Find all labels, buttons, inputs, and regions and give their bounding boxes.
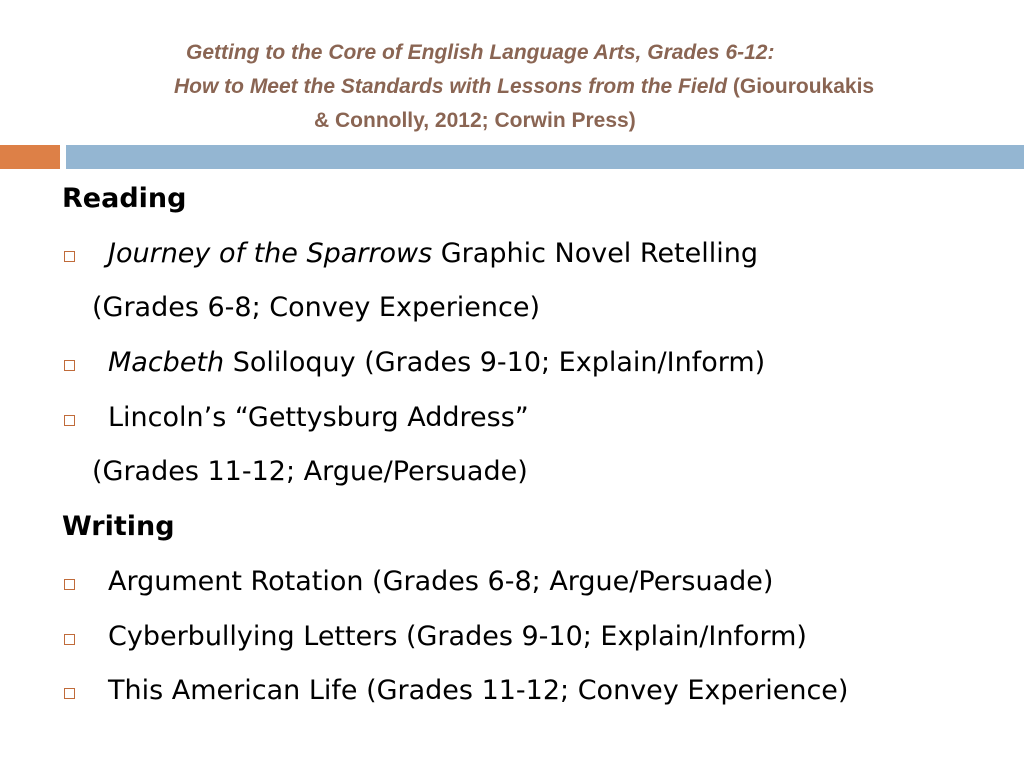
square-bullet-icon — [64, 579, 75, 590]
title-line-2-italic: How to Meet the Standards with Lessons from the Field — [174, 75, 728, 98]
reading-item-3: Lincoln’s “Gettysburg Address” — [108, 402, 529, 433]
square-bullet-icon — [64, 360, 75, 371]
reading-item-1 — [108, 227, 758, 281]
title-line-2 — [174, 70, 874, 104]
title-line-2-rest: (Giouroukakis — [727, 75, 875, 98]
reading-item-3-detail: (Grades 11-12; Argue/Persuade) — [92, 456, 528, 487]
reading-item-2-title: Macbeth — [108, 347, 225, 378]
writing-item-2: Cyberbullying Letters (Grades 9-10; Explain/Inform) — [108, 621, 807, 652]
title-line-1: Getting to the Core of English Language Arts, Grades 6-12: — [186, 41, 775, 64]
writing-heading: Writing — [62, 511, 175, 542]
reading-heading: Reading — [62, 183, 187, 214]
square-bullet-icon — [64, 634, 75, 645]
square-bullet-icon — [64, 688, 75, 699]
writing-item-3: This American Life (Grades 11-12; Convey Experience) — [108, 675, 849, 706]
reading-item-1-title: Journey of the Sparrows — [108, 238, 433, 269]
square-bullet-icon — [64, 415, 75, 426]
reading-item-2-text: Soliloquy (Grades 9-10; Explain/Inform) — [224, 347, 766, 378]
writing-item-1: Argument Rotation (Grades 6-8; Argue/Persuade) — [108, 566, 774, 597]
title-line-3: & Connolly, 2012; Corwin Press) — [314, 109, 636, 132]
square-bullet-icon — [64, 251, 75, 262]
reading-item-2 — [108, 336, 765, 390]
reading-item-1-detail: (Grades 6-8; Convey Experience) — [92, 292, 541, 323]
accent-bar-blue — [66, 145, 1024, 169]
accent-bar-orange — [0, 145, 60, 169]
reading-item-1-text: Graphic Novel Retelling — [432, 238, 759, 269]
